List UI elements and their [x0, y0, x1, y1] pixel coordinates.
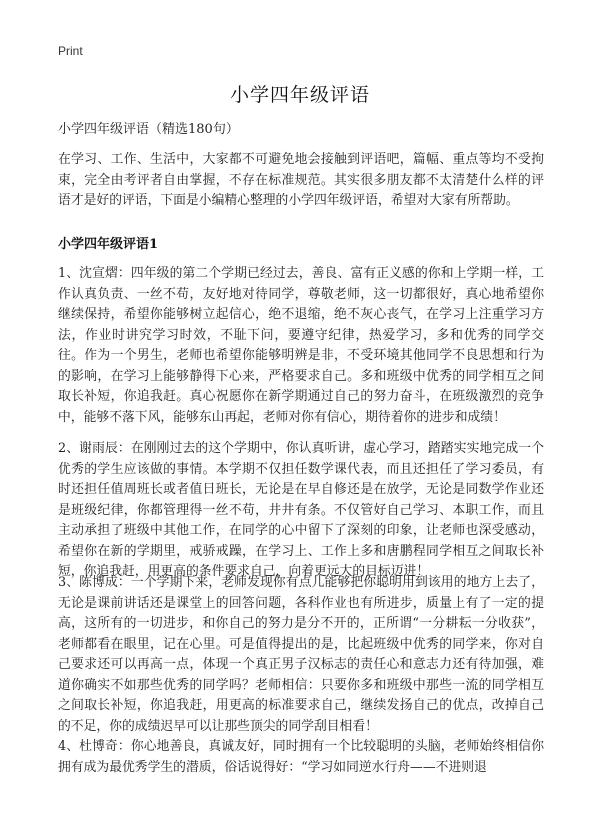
comment-paragraph-3: 3、陈博成：一个学期下来，老师发现你有点儿能够把你聪明用到该用的地方上去了，无论是课前讲话还是课堂上的回答问题，各科作业也有所进步，质量上有了一定的提高，这所有的一切进步，和你自己的努力是分不开的，正所谓“一分耕耘一分收获”，老师都看在眼里，记在心里。可是值得提出的是，比起班级中优秀的同学来，你对自己要求还可以再高一点，体现一个真正男子汉标志的责任心和意志力还有待加强，难道你确实不如那些优秀的同学吗？老师相信：只要你多和班级中那些一流的同学相互之间取长补短，你追我赶，用更高的标准要求自己，继续发扬自己的优点，改掉自己的不足，你的成绩迟早可以让那些顶尖的同学刮目相看！	[58, 575, 544, 734]
comment-paragraph-2: 2、谢雨辰：在刚刚过去的这个学期中，你认真听讲，虚心学习，踏踏实实地完成一个优秀的学生应该做的事情。本学期不仅担任数学课代表，而且还担任了学习委员，有时还担任值周班长或者值日班长，无论是在早自修还是在放学，无论是同数学作业还是班级纪律，你都管理得一丝不苟，井井有条。不仅管好自己学习、本职工作，而且主动承担了班级中其他工作，在同学的心中留下了深刻的印象，让老师也深受感动，希望你在新的学期里，戒骄戒躁，在学习上、工作上多和唐鹏程同学相互之间取长补短，你追我赶，用更高的条件要求自己，向着更远大的目标迈进！	[58, 441, 544, 579]
document-subtitle: 小学四年级评语（精选180句）	[58, 122, 239, 137]
document-title: 小学四年级评语	[229, 84, 370, 106]
print-link[interactable]: Print	[58, 44, 83, 58]
comment-paragraph-4: 4、杜博奇：你心地善良，真诚友好，同时拥有一个比较聪明的头脑，老师始终相信你拥有成为最优秀学生的潜质，俗话说得好：“学习如同逆水行舟——不进则退	[58, 739, 544, 775]
intro-paragraph: 在学习、工作、生活中，大家都不可避免地会接触到评语吧，篇幅、重点等均不受拘束，完全由考评者自由掌握，不存在标准规范。其实很多朋友都不太清楚什么样的评语才是好的评语，下面是小编精心整理的小学四年级评语，希望对大家有所帮助。	[58, 152, 544, 208]
section-heading: 小学四年级评语1	[58, 237, 159, 252]
comment-paragraph-1: 1、沈宣熠：四年级的第二个学期已经过去，善良、富有正义感的你和上学期一样，工作认真负责、一丝不苟，友好地对待同学，尊敬老师，这一切都很好，真心地希望你继续保持，希望你能够树立起信心，绝不退缩，绝不灰心丧气，在学习上注重学习方法，作业时讲究学习时效，不耻下问，要遵守纪律，热爱学习，多和优秀的同学交往。作为一个男生，老师也希望你能够明辨是非，不受环境其他同学不良思想和行为的影响，在学习上能够静得下心来，严格要求自己。多和班级中优秀的同学相互之间取长补短，你追我赶。真心祝愿你在新学期通过自己的努力奋斗，在班级激烈的竞争中，能够不落下风，能够东山再起，老师对你有信心，期待着你的进步和成绩！	[58, 266, 544, 425]
